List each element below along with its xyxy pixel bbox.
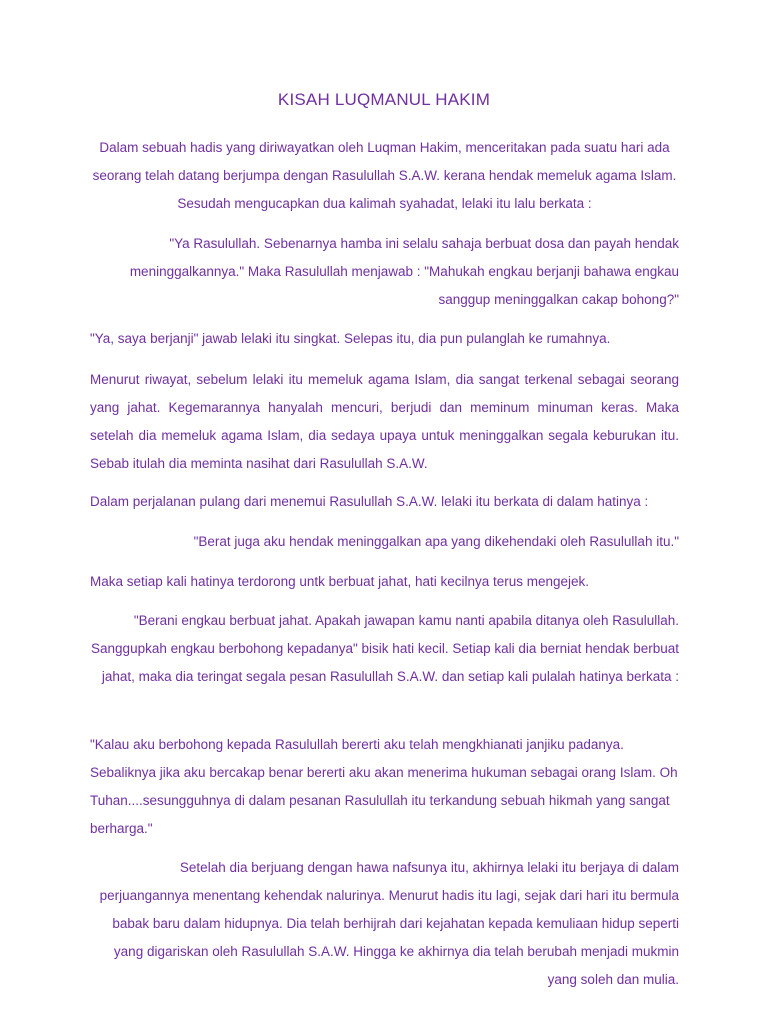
paragraph-inner-voice: "Berani engkau berbuat jahat. Apakah jawapan kamu nanti apabila ditanya oleh Rasulullah. Sanggupkah engkau berbohong kepadanya" bisik hati kecil. Setiap kali dia berniat hendak berbuat jahat, maka dia teringat segala pesan Rasulullah S.A.W. dan setiap kali pulalah hatinya berkata : xyxy=(91,613,679,684)
page-title: KISAH LUQMANUL HAKIM xyxy=(277,90,491,109)
paragraph-journey: Dalam perjalanan pulang dari menemui Rasulullah S.A.W. lelaki itu berkata di dalam hatinya : xyxy=(90,494,649,509)
paragraph-temptation: Maka setiap kali hatinya terdorong untk berbuat jahat, hati kecilnya terus mengejek. xyxy=(90,574,590,589)
paragraph-quote-request: "Ya Rasulullah. Sebenarnya hamba ini selalu sahaja berbuat dosa dan payah hendak meninggalkannya." Maka Rasulullah menjawab : "Mahukah engkau berjanji bahawa engkau sanggup meninggalkan cakap bohong?" xyxy=(129,236,679,307)
paragraph-inner-thought: "Berat juga aku hendak meninggalkan apa yang dikehendaki oleh Rasulullah itu." xyxy=(193,534,679,549)
paragraph-history: Menurut riwayat, sebelum lelaki itu memeluk agama Islam, dia sangat terkenal sebagai seorang yang jahat. Kegemarannya hanyalah mencuri, berjudi dan meminum minuman keras. Maka setelah dia memeluk agama Islam, dia sedaya upaya untuk meninggalkan segala keburukan itu. Sebab itulah dia meminta nasihat dari Rasulullah S.A.W. xyxy=(90,372,679,471)
paragraph-promise: "Ya, saya berjanji" jawab lelaki itu singkat. Selepas itu, dia pun pulanglah ke rumahnya. xyxy=(90,331,611,346)
paragraph-intro: Dalam sebuah hadis yang diriwayatkan oleh Luqman Hakim, menceritakan pada suatu hari ada seorang telah datang berjumpa dengan Rasulullah S.A.W. kerana hendak memeluk agama Islam. Sesudah mengucapkan dua kalimah syahadat, lelaki itu lalu berkata : xyxy=(92,140,677,211)
paragraph-conclusion: Setelah dia berjuang dengan hawa nafsunya itu, akhirnya lelaki itu berjaya di dalam perjuangannya menentang kehendak nalurinya. Menurut hadis itu lagi, sejak dari hari itu bermula babak baru dalam hidupnya. Dia telah berhijrah dari kejahatan kepada kemuliaan hidup seperti yang digariskan oleh Rasulullah S.A.W. Hingga ke akhirnya dia telah berubah menjadi mukmin yang soleh dan mulia. xyxy=(99,860,679,987)
paragraph-reflection: "Kalau aku berbohong kepada Rasulullah bererti aku telah mengkhianati janjiku padanya. Sebaliknya jika aku bercakap benar bererti aku akan menerima hukuman sebagai orang Islam. Oh Tuhan....sesungguhnya di dalam pesanan Rasulullah itu terkandung sebuah hikmah yang sangat berharga." xyxy=(90,737,678,836)
